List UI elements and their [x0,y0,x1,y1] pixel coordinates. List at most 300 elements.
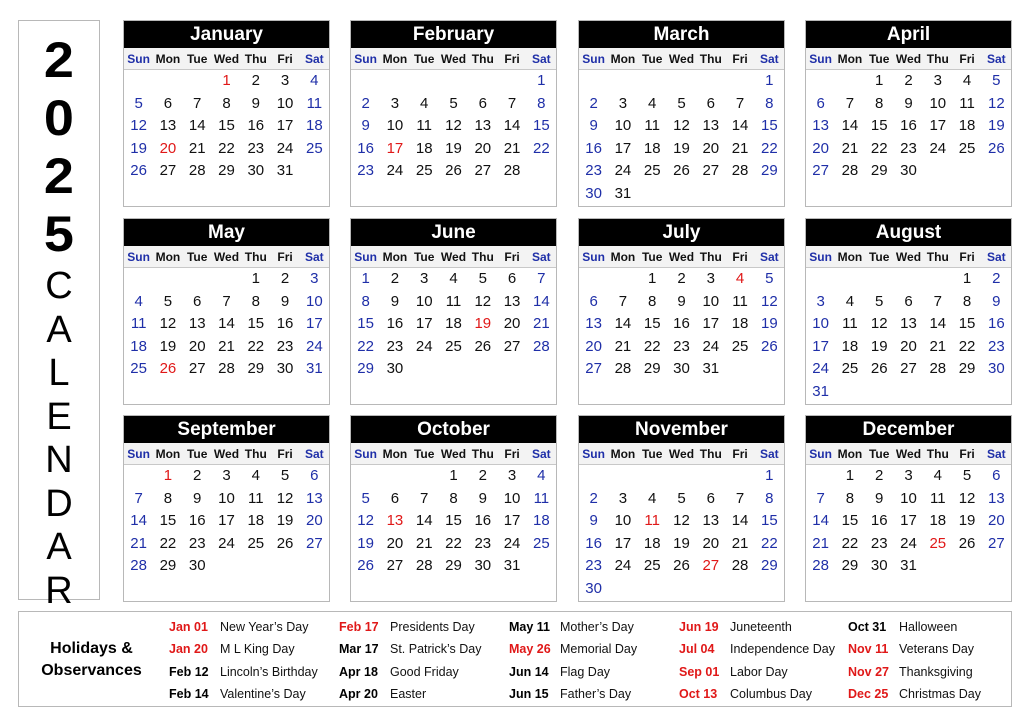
weekday-header: Thu [471,52,494,66]
day-cell: 4 [648,489,657,507]
weekday-header: Wed [668,52,695,66]
day-cell: 5 [134,94,143,112]
day-cell: 18 [306,117,323,134]
day-cell: 22 [761,139,778,157]
weekday-header: Mon [837,447,863,461]
day-cell: 29 [218,162,235,179]
day-cell: 13 [988,489,1005,507]
day-cell: 3 [507,467,517,484]
holiday-item [509,616,679,638]
empty-day-cell [212,555,241,578]
weekday-header-row [124,443,329,465]
day-cell: 23 [585,557,602,574]
day-cell: 15 [533,117,550,134]
day-cell: 24 [812,360,829,377]
holiday-name: Independence Day [730,642,835,657]
weekday-header: Tue [413,52,435,66]
weekday-header-row [351,48,556,70]
weekday-header: Wed [440,52,467,66]
day-cell: 31 [900,557,917,574]
day-cell: 19 [870,337,888,355]
day-cell: 3 [618,489,628,507]
empty-day-cell [696,465,725,488]
day-cell: 16 [188,512,206,529]
day-cell: 3 [390,94,400,112]
day-cell: 9 [361,117,370,134]
day-cell: 5 [962,467,972,484]
week-row [124,488,329,511]
day-cell: 15 [958,315,976,332]
day-cell: 13 [474,117,492,134]
day-cell: 24 [702,337,720,355]
day-cell: 25 [247,534,265,552]
day-cell: 23 [276,337,294,355]
week-row [579,93,784,116]
day-cell: 16 [474,512,492,529]
weekday-header: Thu [699,447,722,461]
calendar-letter: R [45,569,73,612]
week-row [351,358,556,381]
day-cell: 9 [589,117,598,134]
day-cell: 19 [474,315,492,332]
day-cell: 9 [478,489,487,507]
day-cell: 14 [929,315,947,332]
month-september [123,415,330,602]
day-cell: 23 [474,534,492,552]
empty-day-cell [638,578,667,601]
day-cell: 5 [478,270,487,287]
weekday-header: Tue [186,447,208,461]
empty-day-cell [608,578,637,601]
day-cell: 18 [929,512,947,529]
day-cell: 27 [474,162,492,179]
holiday-name: Juneteenth [730,620,792,634]
day-cell: 8 [875,94,884,112]
year-digit: 2 [43,32,75,88]
day-cell: 27 [503,337,521,355]
holiday-date: Dec 25 [848,686,889,701]
day-cell: 18 [533,512,550,529]
day-cell: 16 [585,534,602,552]
day-cell: 6 [706,94,715,112]
weekday-header: Thu [244,250,267,264]
day-cell: 30 [474,557,492,574]
empty-day-cell [380,465,409,488]
holiday-name: Valentine’s Day [220,686,306,701]
weekday-header: Sat [987,52,1006,66]
day-cell: 19 [988,117,1005,134]
day-cell: 11 [445,292,462,310]
day-cell: 15 [643,315,661,332]
day-cell: 29 [761,557,778,574]
calendar-letter: L [48,352,70,394]
day-cell: 8 [449,489,458,507]
day-cell: 16 [357,139,374,157]
month-name: October [351,416,556,443]
day-cell: 1 [875,72,884,89]
weekday-header-row [351,246,556,268]
day-cell: 8 [163,489,173,507]
month-november [578,415,785,602]
day-cell: 17 [306,315,323,332]
day-cell: 6 [706,489,715,507]
day-cell: 10 [702,292,720,310]
day-cell: 8 [361,292,370,310]
year-label [45,31,73,263]
holiday-item [679,638,849,660]
weekday-header: Fri [504,447,520,461]
day-cell: 14 [130,512,147,529]
day-cell: 6 [478,94,487,112]
day-cell: 27 [585,360,602,377]
day-cell: 11 [959,94,975,112]
year-sidebar [18,20,100,612]
day-cell: 17 [415,315,433,332]
holiday-name: Christmas Day [899,686,981,701]
empty-day-cell [608,465,637,488]
weekday-header: Sun [127,250,150,264]
week-row [806,268,1011,291]
day-cell: 27 [702,162,720,179]
empty-day-cell [351,70,380,93]
weekday-header: Sat [305,52,324,66]
day-cell: 26 [870,360,888,377]
calendar-letter: D [45,482,73,525]
weekday-header-row [806,48,1011,70]
weekday-header: Mon [155,52,181,66]
day-cell: 26 [357,557,374,574]
day-cell: 20 [812,139,829,157]
weekday-header: Sun [582,52,605,66]
day-cell: 3 [904,467,913,484]
day-cell: 4 [449,270,458,287]
week-row [579,70,784,93]
day-cell: 22 [841,534,859,552]
weekday-header: Mon [382,447,408,461]
day-cell: 14 [188,117,206,134]
day-cell: 17 [218,512,235,529]
day-cell: 20 [988,512,1005,529]
week-row [579,358,784,381]
day-cell: 1 [765,467,774,484]
week-row [124,138,329,161]
day-cell: 27 [306,534,323,552]
empty-day-cell [497,358,526,381]
week-row [351,291,556,314]
week-row [579,465,784,488]
holiday-item [169,638,339,660]
holiday-item [339,638,509,660]
day-cell: 24 [276,139,294,157]
holiday-date: Feb 12 [169,664,209,679]
month-december [805,415,1012,602]
day-cell: 11 [306,94,323,112]
calendar-letter: C [45,265,73,307]
day-cell: 13 [503,292,521,310]
weekday-header: Mon [837,52,863,66]
holiday-date: Jun 19 [679,620,719,634]
day-cell: 5 [677,94,686,112]
holiday-item [679,616,849,638]
holiday-date: Feb 14 [169,686,209,701]
week-row [806,160,1011,183]
week-row [579,336,784,359]
empty-day-cell [527,358,556,381]
weekday-header: Tue [186,250,208,264]
month-name: August [806,219,1011,246]
day-cell: 2 [251,72,260,89]
week-row [124,533,329,556]
day-cell: 18 [247,512,265,529]
weekday-header: Fri [277,52,293,66]
weekday-header: Mon [382,250,408,264]
day-cell: 18 [415,139,433,157]
empty-day-cell [439,70,468,93]
day-cell: 13 [812,117,829,134]
day-cell: 12 [276,489,294,507]
month-july [578,218,785,405]
day-cell: 13 [900,315,917,332]
weekday-header: Thu [699,52,722,66]
holiday-name: M L King Day [220,642,295,657]
day-cell: 30 [585,184,602,202]
day-cell: 25 [306,139,323,157]
day-cell: 12 [357,512,374,529]
day-cell: 18 [958,117,976,134]
weekday-header: Thu [244,52,267,66]
week-row [351,555,556,578]
month-june [350,218,557,405]
empty-day-cell [865,268,894,291]
day-cell: 31 [614,184,632,202]
month-january [123,20,330,207]
weekday-header: Tue [413,447,435,461]
week-row [806,138,1011,161]
day-cell: 12 [673,512,690,529]
day-cell: 6 [816,94,825,112]
day-cell: 20 [474,139,492,157]
weekday-header: Wed [895,250,922,264]
month-name: April [806,21,1011,48]
day-cell: 12 [474,292,492,310]
day-cell: 25 [958,139,976,157]
week-row [806,336,1011,359]
day-cell: 15 [445,512,462,529]
weekday-header: Wed [895,52,922,66]
day-cell: 30 [386,360,404,377]
day-cell: 10 [614,512,632,529]
holiday-name: Good Friday [390,664,459,679]
day-cell: 23 [585,162,602,179]
weekday-header: Tue [868,52,890,66]
weekday-header: Fri [277,447,293,461]
day-cell: 3 [280,72,290,89]
calendar-letter: A [46,308,72,351]
day-cell: 7 [134,489,143,507]
week-row [806,358,1011,381]
day-cell: 9 [992,292,1001,310]
empty-day-cell [497,70,526,93]
empty-day-cell [806,465,835,488]
day-cell: 28 [218,360,235,377]
day-cell: 18 [130,337,147,355]
holiday-item [679,661,849,683]
day-cell: 9 [251,94,260,112]
holiday-name: Flag Day [560,664,611,679]
holiday-date: Mar 17 [339,642,379,657]
day-cell: 3 [706,270,715,287]
holiday-date: Apr 18 [339,664,378,679]
holidays-title [19,612,164,708]
day-cell: 14 [614,315,632,332]
empty-day-cell [351,465,380,488]
day-cell: 29 [357,360,374,377]
holiday-column [339,616,509,705]
week-row [124,268,329,291]
weekday-header: Sat [532,250,551,264]
day-cell: 29 [870,162,888,179]
empty-day-cell [982,555,1011,578]
day-cell: 11 [842,315,858,332]
day-cell: 4 [735,270,745,287]
day-cell: 31 [306,360,323,377]
day-cell: 7 [193,94,202,112]
day-cell: 25 [533,534,550,552]
weekday-header: Thu [699,250,722,264]
day-cell: 13 [386,512,404,529]
weekday-header: Wed [213,52,240,66]
day-cell: 28 [533,337,550,355]
week-row [579,291,784,314]
day-cell: 2 [193,467,202,484]
empty-day-cell [696,578,725,601]
day-cell: 19 [130,139,147,157]
day-cell: 1 [222,72,231,89]
day-cell: 14 [731,512,749,529]
day-cell: 4 [845,292,855,310]
day-cell: 24 [306,337,323,355]
day-cell: 2 [361,94,370,112]
weekday-header: Mon [155,250,181,264]
weekday-header: Sun [127,447,150,461]
day-cell: 19 [276,512,294,529]
day-cell: 30 [188,557,206,574]
day-cell: 20 [702,139,720,157]
calendar-letter: N [45,439,73,481]
empty-day-cell [696,183,725,206]
day-cell: 21 [929,337,947,355]
empty-day-cell [153,70,182,93]
day-cell: 26 [159,360,177,377]
day-cell: 9 [904,94,913,112]
day-cell: 10 [812,315,829,332]
day-cell: 20 [159,139,177,157]
day-cell: 21 [218,337,235,355]
day-cell: 7 [845,94,855,112]
day-cell: 13 [585,315,602,332]
year-digit: 0 [43,90,75,146]
week-row [124,70,329,93]
day-cell: 23 [386,337,404,355]
weekday-header: Sun [354,250,377,264]
weekday-header: Thu [471,447,494,461]
weekday-header: Tue [868,447,890,461]
day-cell: 30 [988,360,1005,377]
day-cell: 30 [276,360,294,377]
day-cell: 17 [812,337,829,355]
empty-day-cell [638,70,667,93]
day-cell: 27 [988,534,1005,552]
empty-day-cell [835,70,864,93]
month-april [805,20,1012,207]
day-cell: 11 [533,489,550,507]
holiday-name: Father’s Day [560,686,632,701]
day-cell: 16 [988,315,1005,332]
empty-day-cell [439,358,468,381]
day-cell: 19 [445,139,462,157]
day-cell: 6 [390,489,400,507]
day-cell: 20 [503,315,521,332]
weekday-header: Wed [668,447,695,461]
month-name: June [351,219,556,246]
day-cell: 2 [589,94,598,112]
day-cell: 11 [644,512,660,529]
week-row [351,313,556,336]
weekday-header: Sun [809,52,832,66]
weekday-header: Fri [504,52,520,66]
day-cell: 6 [507,270,517,287]
day-cell: 29 [958,360,976,377]
week-row [124,358,329,381]
day-cell: 5 [677,489,686,507]
day-cell: 29 [761,162,778,179]
day-cell: 22 [643,337,661,355]
empty-day-cell [982,381,1011,404]
day-cell: 2 [904,72,913,89]
day-cell: 10 [276,94,294,112]
day-cell: 9 [390,292,400,310]
day-cell: 7 [735,489,745,507]
holiday-date: Nov 11 [848,642,889,657]
day-cell: 25 [643,557,661,574]
empty-day-cell [212,268,241,291]
day-cell: 26 [761,337,778,355]
holiday-item [509,661,679,683]
day-cell: 15 [761,512,778,529]
empty-day-cell [124,268,153,291]
week-row [579,138,784,161]
holiday-column [169,616,339,705]
month-name: February [351,21,556,48]
holiday-name: St. Patrick’s Day [390,642,482,657]
day-cell: 7 [933,292,942,310]
day-cell: 18 [445,315,462,332]
day-cell: 28 [731,557,749,574]
year-digit: 2 [43,148,75,204]
day-cell: 2 [589,489,598,507]
empty-day-cell [527,555,556,578]
week-row [579,510,784,533]
month-may [123,218,330,405]
weekday-header: Tue [868,250,890,264]
empty-day-cell [579,465,608,488]
empty-day-cell [183,268,212,291]
empty-day-cell [806,268,835,291]
holiday-item [339,661,509,683]
weekday-header-row [351,443,556,465]
day-cell: 24 [900,534,917,552]
weekday-header: Tue [641,52,663,66]
